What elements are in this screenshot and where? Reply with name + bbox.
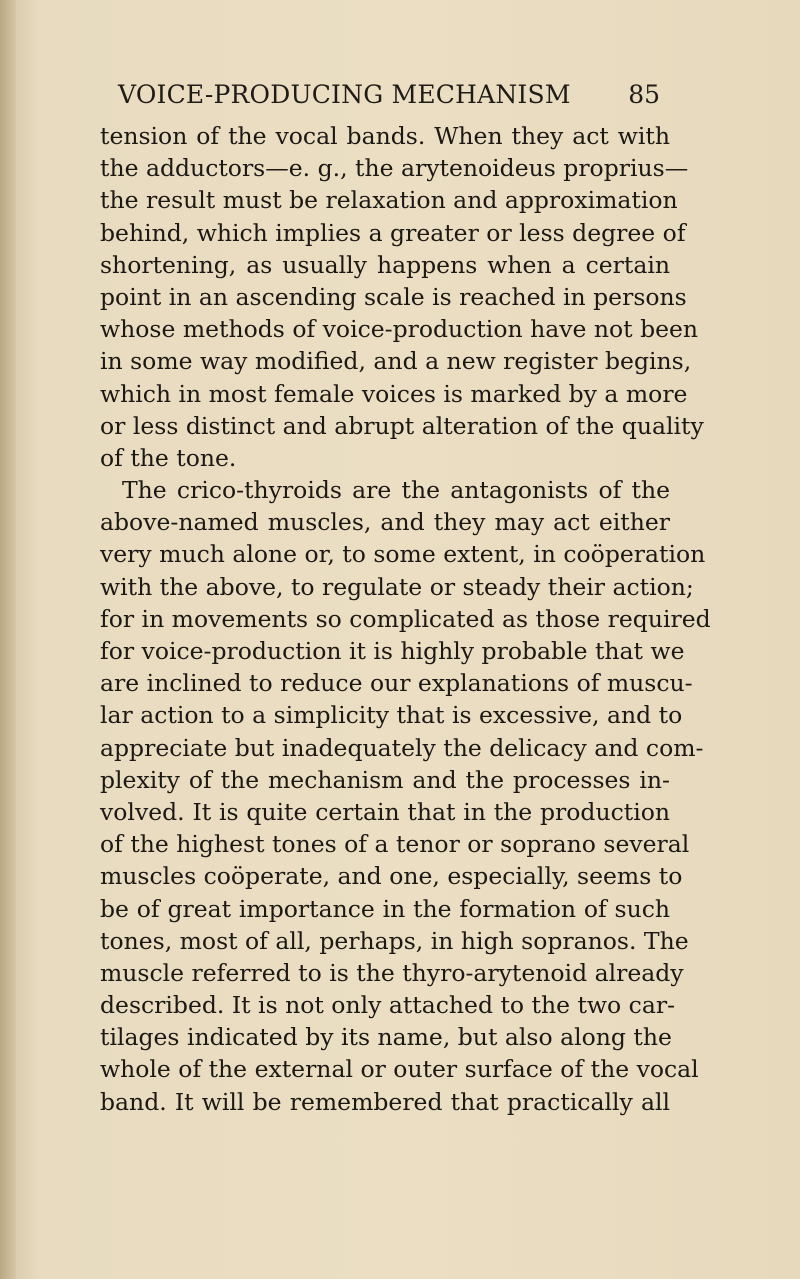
text-line: plexity of the mechanism and the processes in-: [100, 765, 670, 794]
text-line: appreciate but inadequately the delicacy and com-: [100, 733, 704, 762]
text-line: which in most female voices is marked by a more: [100, 379, 688, 408]
text-line: band. It will be remembered that practically all: [100, 1087, 670, 1116]
text-line: whole of the external or outer surface of the vocal: [100, 1055, 699, 1084]
text-line: whose methods of voice-production have not been: [100, 315, 699, 344]
text-line: of the highest tones of a tenor or soprano several: [100, 830, 690, 859]
text-line: are inclined to reduce our explanations of muscu-: [100, 669, 693, 698]
text-line: point in an ascending scale is reached in persons: [100, 282, 687, 311]
text-line: above-named muscles, and they may act either: [100, 508, 670, 537]
text-line: lar action to a simplicity that is excessive, and to: [100, 701, 683, 730]
text-line: tones, most of all, perhaps, in high sopranos. The: [100, 926, 689, 955]
text-line: or less distinct and abrupt alteration of the quality: [100, 411, 704, 440]
page-header: [118, 80, 660, 120]
text-line: for voice-production it is highly probable that we: [100, 637, 685, 665]
text-line: the result must be relaxation and approximation: [100, 186, 678, 215]
text-line: shortening, as usually happens when a certain: [100, 250, 670, 279]
text-line: tilages indicated by its name, but also along the: [100, 1023, 672, 1052]
text-line: be of great importance in the formation of such: [100, 894, 670, 923]
text-line: described. It is not only attached to the two car-: [100, 991, 676, 1020]
body-text: [100, 120, 711, 1118]
text-line: with the above, to regulate or steady their action;: [100, 572, 694, 601]
paragraph-start-line: The crico-thyroids are the antagonists of the: [122, 476, 670, 505]
text-line: muscles coöperate, and one, especially, seems to: [100, 862, 683, 891]
text-line: tension of the vocal bands. When they act with: [100, 122, 670, 150]
page-number: 85: [628, 80, 660, 109]
text-line: very much alone or, to some extent, in coöperation: [100, 540, 706, 569]
running-head: VOICE-PRODUCING MECHANISM: [118, 80, 571, 109]
text-line: for in movements so complicated as those required: [100, 604, 711, 633]
text-line: the adductors—e. g., the arytenoideus proprius—: [100, 154, 689, 183]
text-line: in some way modified, and a new register begins,: [100, 347, 692, 376]
text-line: of the tone.: [100, 443, 237, 472]
text-line: volved. It is quite certain that in the production: [100, 797, 670, 826]
page-gutter: [0, 0, 16, 1279]
text-line: muscle referred to is the thyro-arytenoid already: [100, 958, 684, 987]
text-line: behind, which implies a greater or less degree of: [100, 218, 686, 247]
